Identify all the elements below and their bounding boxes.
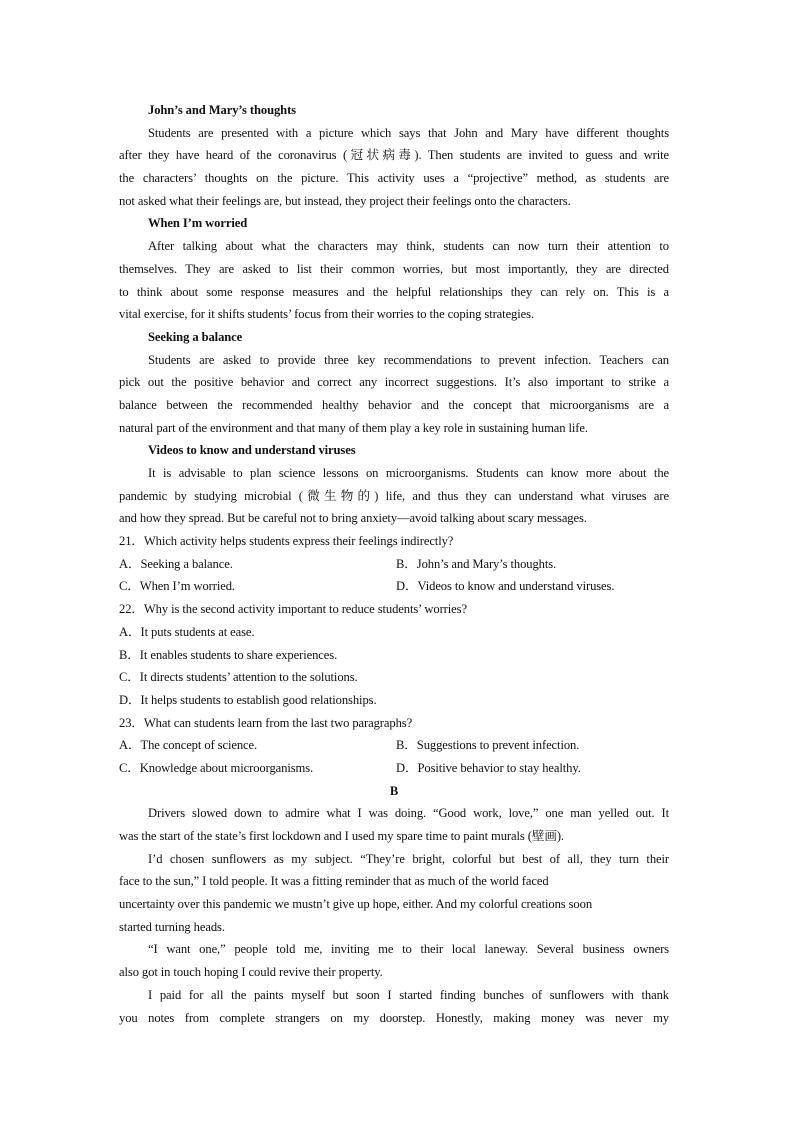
- paragraph-line: “I want one,” people told me, inviting me to their local laneway. Several business owners: [148, 942, 669, 957]
- paragraph-line: face to the sun,” I told people. It was a fitting reminder that as much of the world faced: [119, 874, 549, 889]
- option-row: [119, 734, 669, 757]
- option-a[interactable]: A．It puts students at ease.: [119, 624, 255, 639]
- option-a[interactable]: A．Seeking a balance.: [119, 556, 233, 571]
- paragraph-line: vital exercise, for it shifts students’ focus from their worries to the coping strategies.: [119, 307, 534, 322]
- paragraph-line: uncertainty over this pandemic we mustn’t give up hope, either. And my colorful creations soon: [119, 897, 593, 912]
- option-d[interactable]: D．Videos to know and understand viruses.: [396, 579, 615, 594]
- section-heading: Videos to know and understand viruses: [148, 443, 356, 458]
- section-b-title: B: [389, 783, 399, 798]
- section-heading: John’s and Mary’s thoughts: [148, 103, 296, 117]
- paragraph-line: after they have heard of the coronavirus (冠状病毒). Then students are invited to guess and write: [119, 148, 669, 163]
- paragraph-line: themselves. They are asked to list their common worries, but most importantly, they are directed: [119, 261, 669, 276]
- page-content: [119, 99, 669, 1029]
- option-row: [119, 575, 669, 598]
- paragraph-line: natural part of the environment and that many of them play a key role in sustaining human life.: [119, 420, 588, 435]
- paragraph-line: also got in touch hoping I could revive their property.: [119, 965, 383, 980]
- option-c[interactable]: C．It directs students’ attention to the solutions.: [119, 670, 358, 685]
- section-heading: When I’m worried: [148, 216, 248, 231]
- option-row: [119, 757, 669, 780]
- paragraph-line: and how they spread. But be careful not to bring anxiety—avoid talking about scary messages.: [119, 511, 587, 526]
- question-stem: 22．Why is the second activity important to reduce students’ worries?: [119, 602, 467, 617]
- paragraph-line: was the start of the state’s first lockdown and I used my spare time to paint murals (壁画).: [119, 829, 564, 843]
- paragraph-line: I paid for all the paints myself but soon I started finding bunches of sunflowers with thank: [148, 987, 669, 1002]
- option-b[interactable]: B．Suggestions to prevent infection.: [396, 738, 580, 753]
- paragraph-line: the characters’ thoughts on the picture. This activity uses a “projective” method, as students are: [119, 171, 669, 186]
- option-row: [119, 553, 669, 576]
- question-stem: 21．Which activity helps students express their feelings indirectly?: [119, 534, 454, 549]
- paragraph-line: Students are presented with a picture which says that John and Mary have different thoughts: [148, 125, 669, 140]
- option-b[interactable]: B．It enables students to share experiences.: [119, 647, 338, 662]
- option-d[interactable]: D．Positive behavior to stay healthy.: [396, 760, 581, 775]
- paragraph-line: not asked what their feelings are, but instead, they project their feelings onto the characters.: [119, 193, 571, 208]
- paragraph-line: Drivers slowed down to admire what I was doing. “Good work, love,” one man yelled out. It: [148, 806, 669, 821]
- option-c[interactable]: C．Knowledge about microorganisms.: [119, 760, 314, 775]
- paragraph-line: started turning heads.: [119, 919, 225, 934]
- section-heading: Seeking a balance: [148, 329, 243, 344]
- question-stem: 23．What can students learn from the last two paragraphs?: [119, 715, 413, 730]
- paragraph-line: I’d chosen sunflowers as my subject. “They’re bright, colorful but best of all, they turn their: [148, 851, 669, 866]
- paragraph-line: It is advisable to plan science lessons on microorganisms. Students can know more about the: [148, 466, 669, 480]
- paragraph-line: to think about some response measures and the helpful relationships they can rely on. This is a: [119, 284, 669, 299]
- paragraph-line: After talking about what the characters may think, students can now turn their attention to: [148, 239, 669, 254]
- paragraph-line: Students are asked to provide three key recommendations to prevent infection. Teachers can: [148, 352, 669, 367]
- paragraph-line: balance between the recommended healthy behavior and the concept that microorganisms are a: [119, 397, 669, 412]
- option-c[interactable]: C．When I’m worried.: [119, 579, 235, 594]
- option-b[interactable]: B．John’s and Mary’s thoughts.: [396, 556, 557, 571]
- paragraph-line: pandemic by studying microbial (微生物的) life, and thus they can understand what viruses are: [119, 488, 669, 503]
- option-a[interactable]: A．The concept of science.: [119, 738, 258, 753]
- paragraph-line: pick out the positive behavior and correct any incorrect suggestions. It’s also important to strike a: [119, 375, 669, 390]
- paragraph-line: you notes from complete strangers on my doorstep. Honestly, making money was never my: [119, 1010, 669, 1025]
- option-d[interactable]: D．It helps students to establish good relationships.: [119, 692, 377, 707]
